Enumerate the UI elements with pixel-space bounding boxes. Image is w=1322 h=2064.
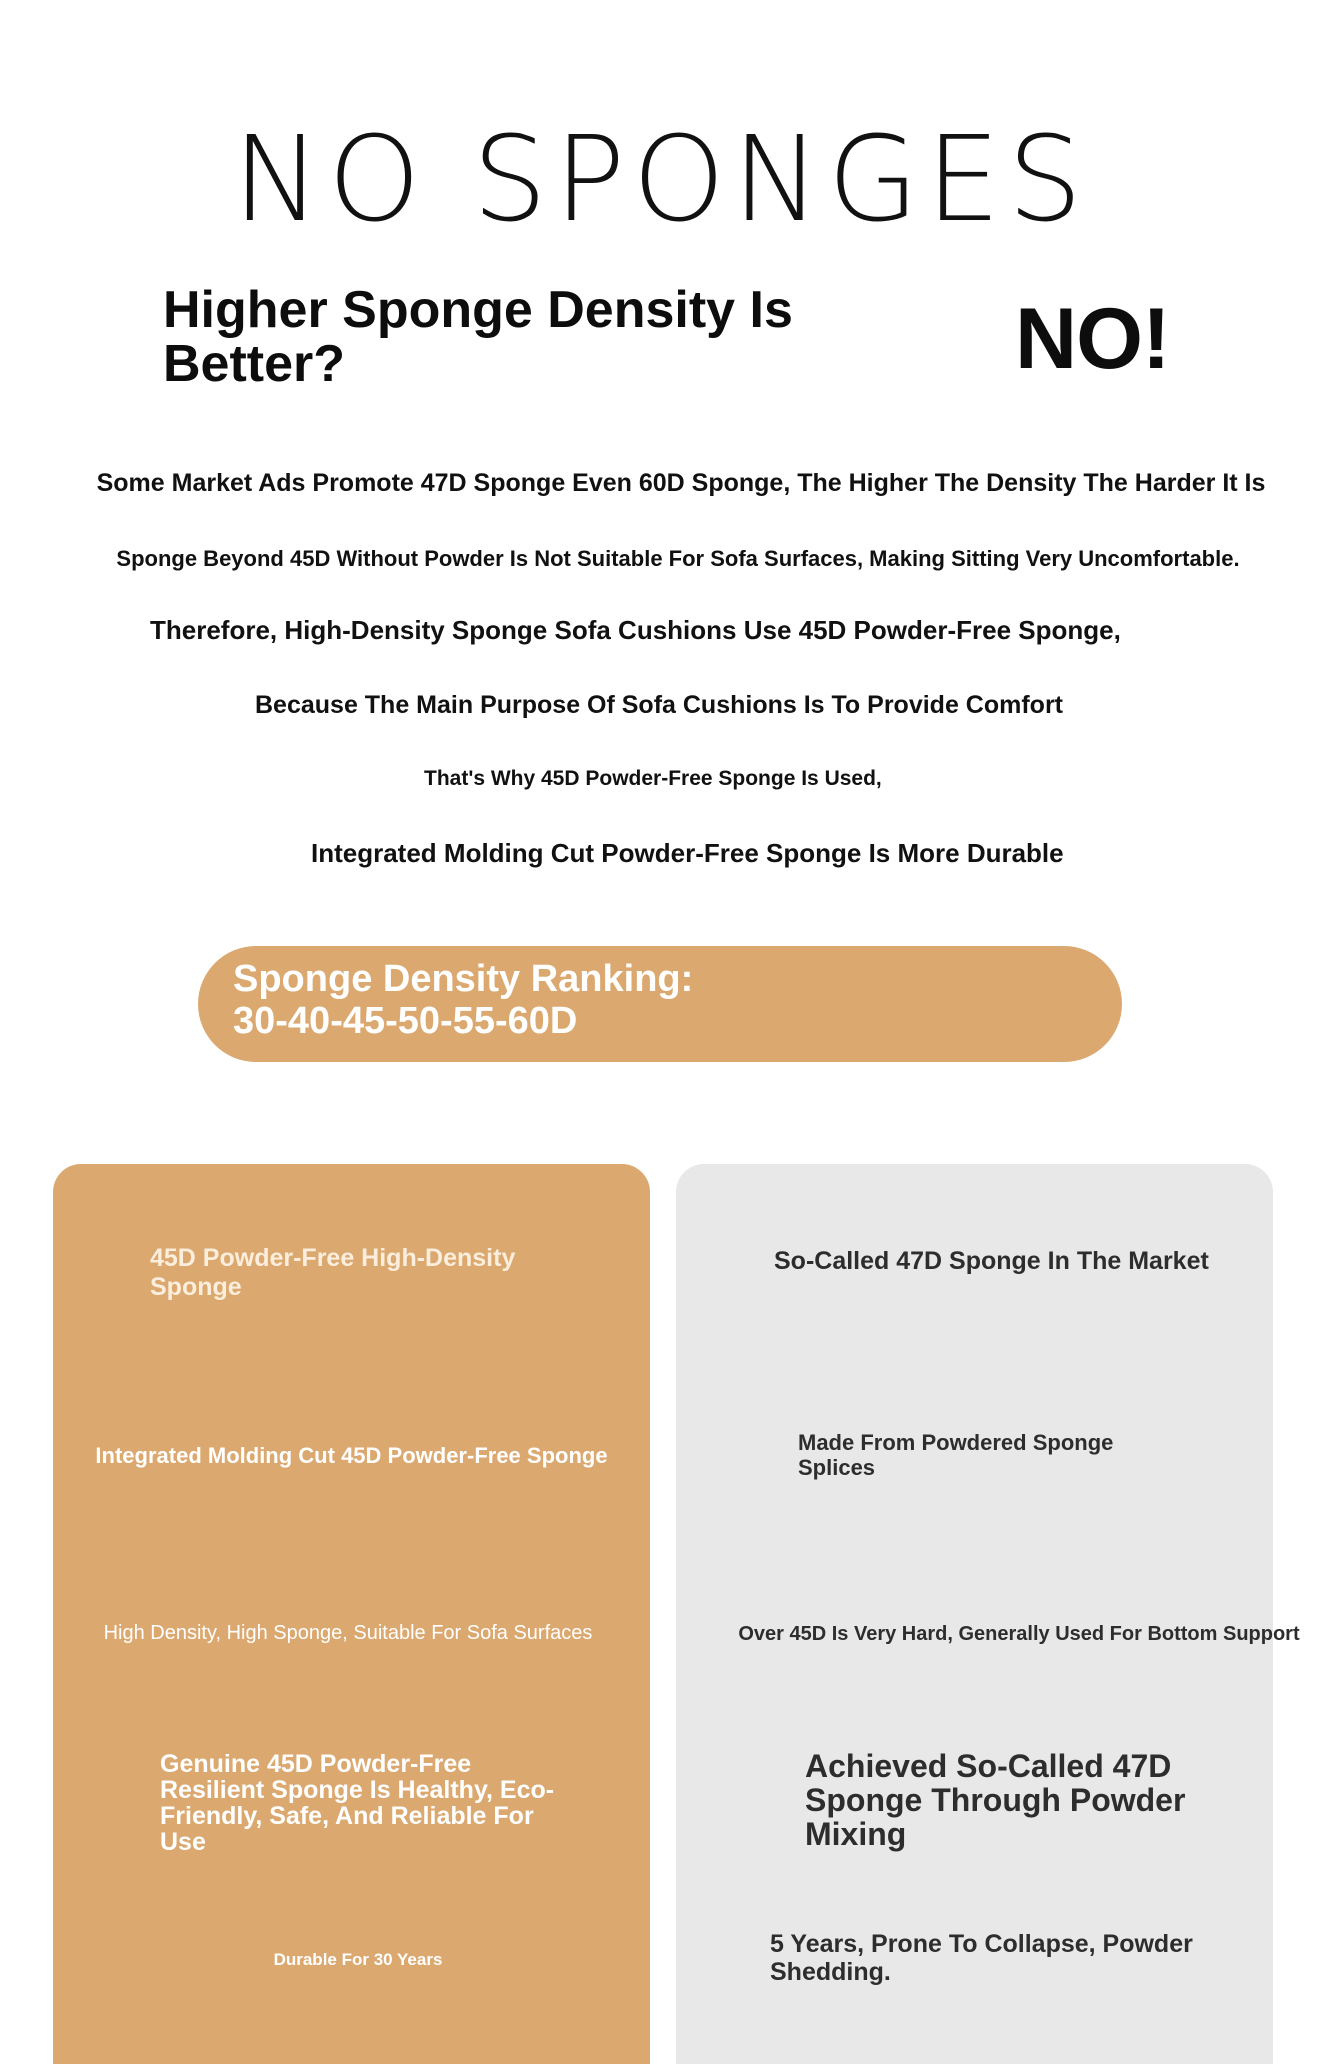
explanation-line-5: That's Why 45D Powder-Free Sponge Is Used, <box>424 767 882 790</box>
right-point-3: Achieved So-Called 47D Sponge Through Powder Mixing <box>805 1748 1186 1852</box>
explanation-line-6: Integrated Molding Cut Powder-Free Sponge Is More Durable <box>311 838 1064 868</box>
ranking-values: 30-40-45-50-55-60D <box>233 1000 578 1042</box>
right-point-2: Over 45D Is Very Hard, Generally Used For Bottom Support <box>738 1623 1300 1645</box>
ranking-label: Sponge Density Ranking: <box>233 958 694 1000</box>
right-point-4: 5 Years, Prone To Collapse, Powder Shedding. <box>770 1930 1193 1986</box>
explanation-line-2: Sponge Beyond 45D Without Powder Is Not Suitable For Sofa Surfaces, Making Sitting Very Uncomfortable. <box>116 546 1240 571</box>
explanation-line-3: Therefore, High-Density Sponge Sofa Cushions Use 45D Powder-Free Sponge, <box>150 615 1121 645</box>
right-card-title: So-Called 47D Sponge In The Market <box>774 1247 1209 1275</box>
explanation-line-4: Because The Main Purpose Of Sofa Cushions Is To Provide Comfort <box>255 691 1063 719</box>
density-question: Higher Sponge Density Is Better? <box>163 281 793 393</box>
explanation-line-1: Some Market Ads Promote 47D Sponge Even 60D Sponge, The Higher The Density The Harder It Is <box>96 469 1266 497</box>
left-point-4: Durable For 30 Years <box>273 1950 443 1969</box>
card-market-47d-sponge <box>676 1164 1273 2064</box>
left-card-title: 45D Powder-Free High-Density Sponge <box>150 1244 516 1301</box>
left-point-3: Genuine 45D Powder-Free Resilient Sponge Is Healthy, Eco-Friendly, Safe, And Reliable For Use <box>160 1750 555 1856</box>
left-point-1: Integrated Molding Cut 45D Powder-Free Sponge <box>95 1443 608 1468</box>
page-title: NO SPONGES <box>232 110 1090 248</box>
right-point-1: Made From Powdered Sponge Splices <box>798 1430 1114 1480</box>
ranking-text <box>233 958 933 1042</box>
density-answer: NO! <box>1015 291 1170 387</box>
left-point-2: High Density, High Sponge, Suitable For Sofa Surfaces <box>103 1622 593 1644</box>
